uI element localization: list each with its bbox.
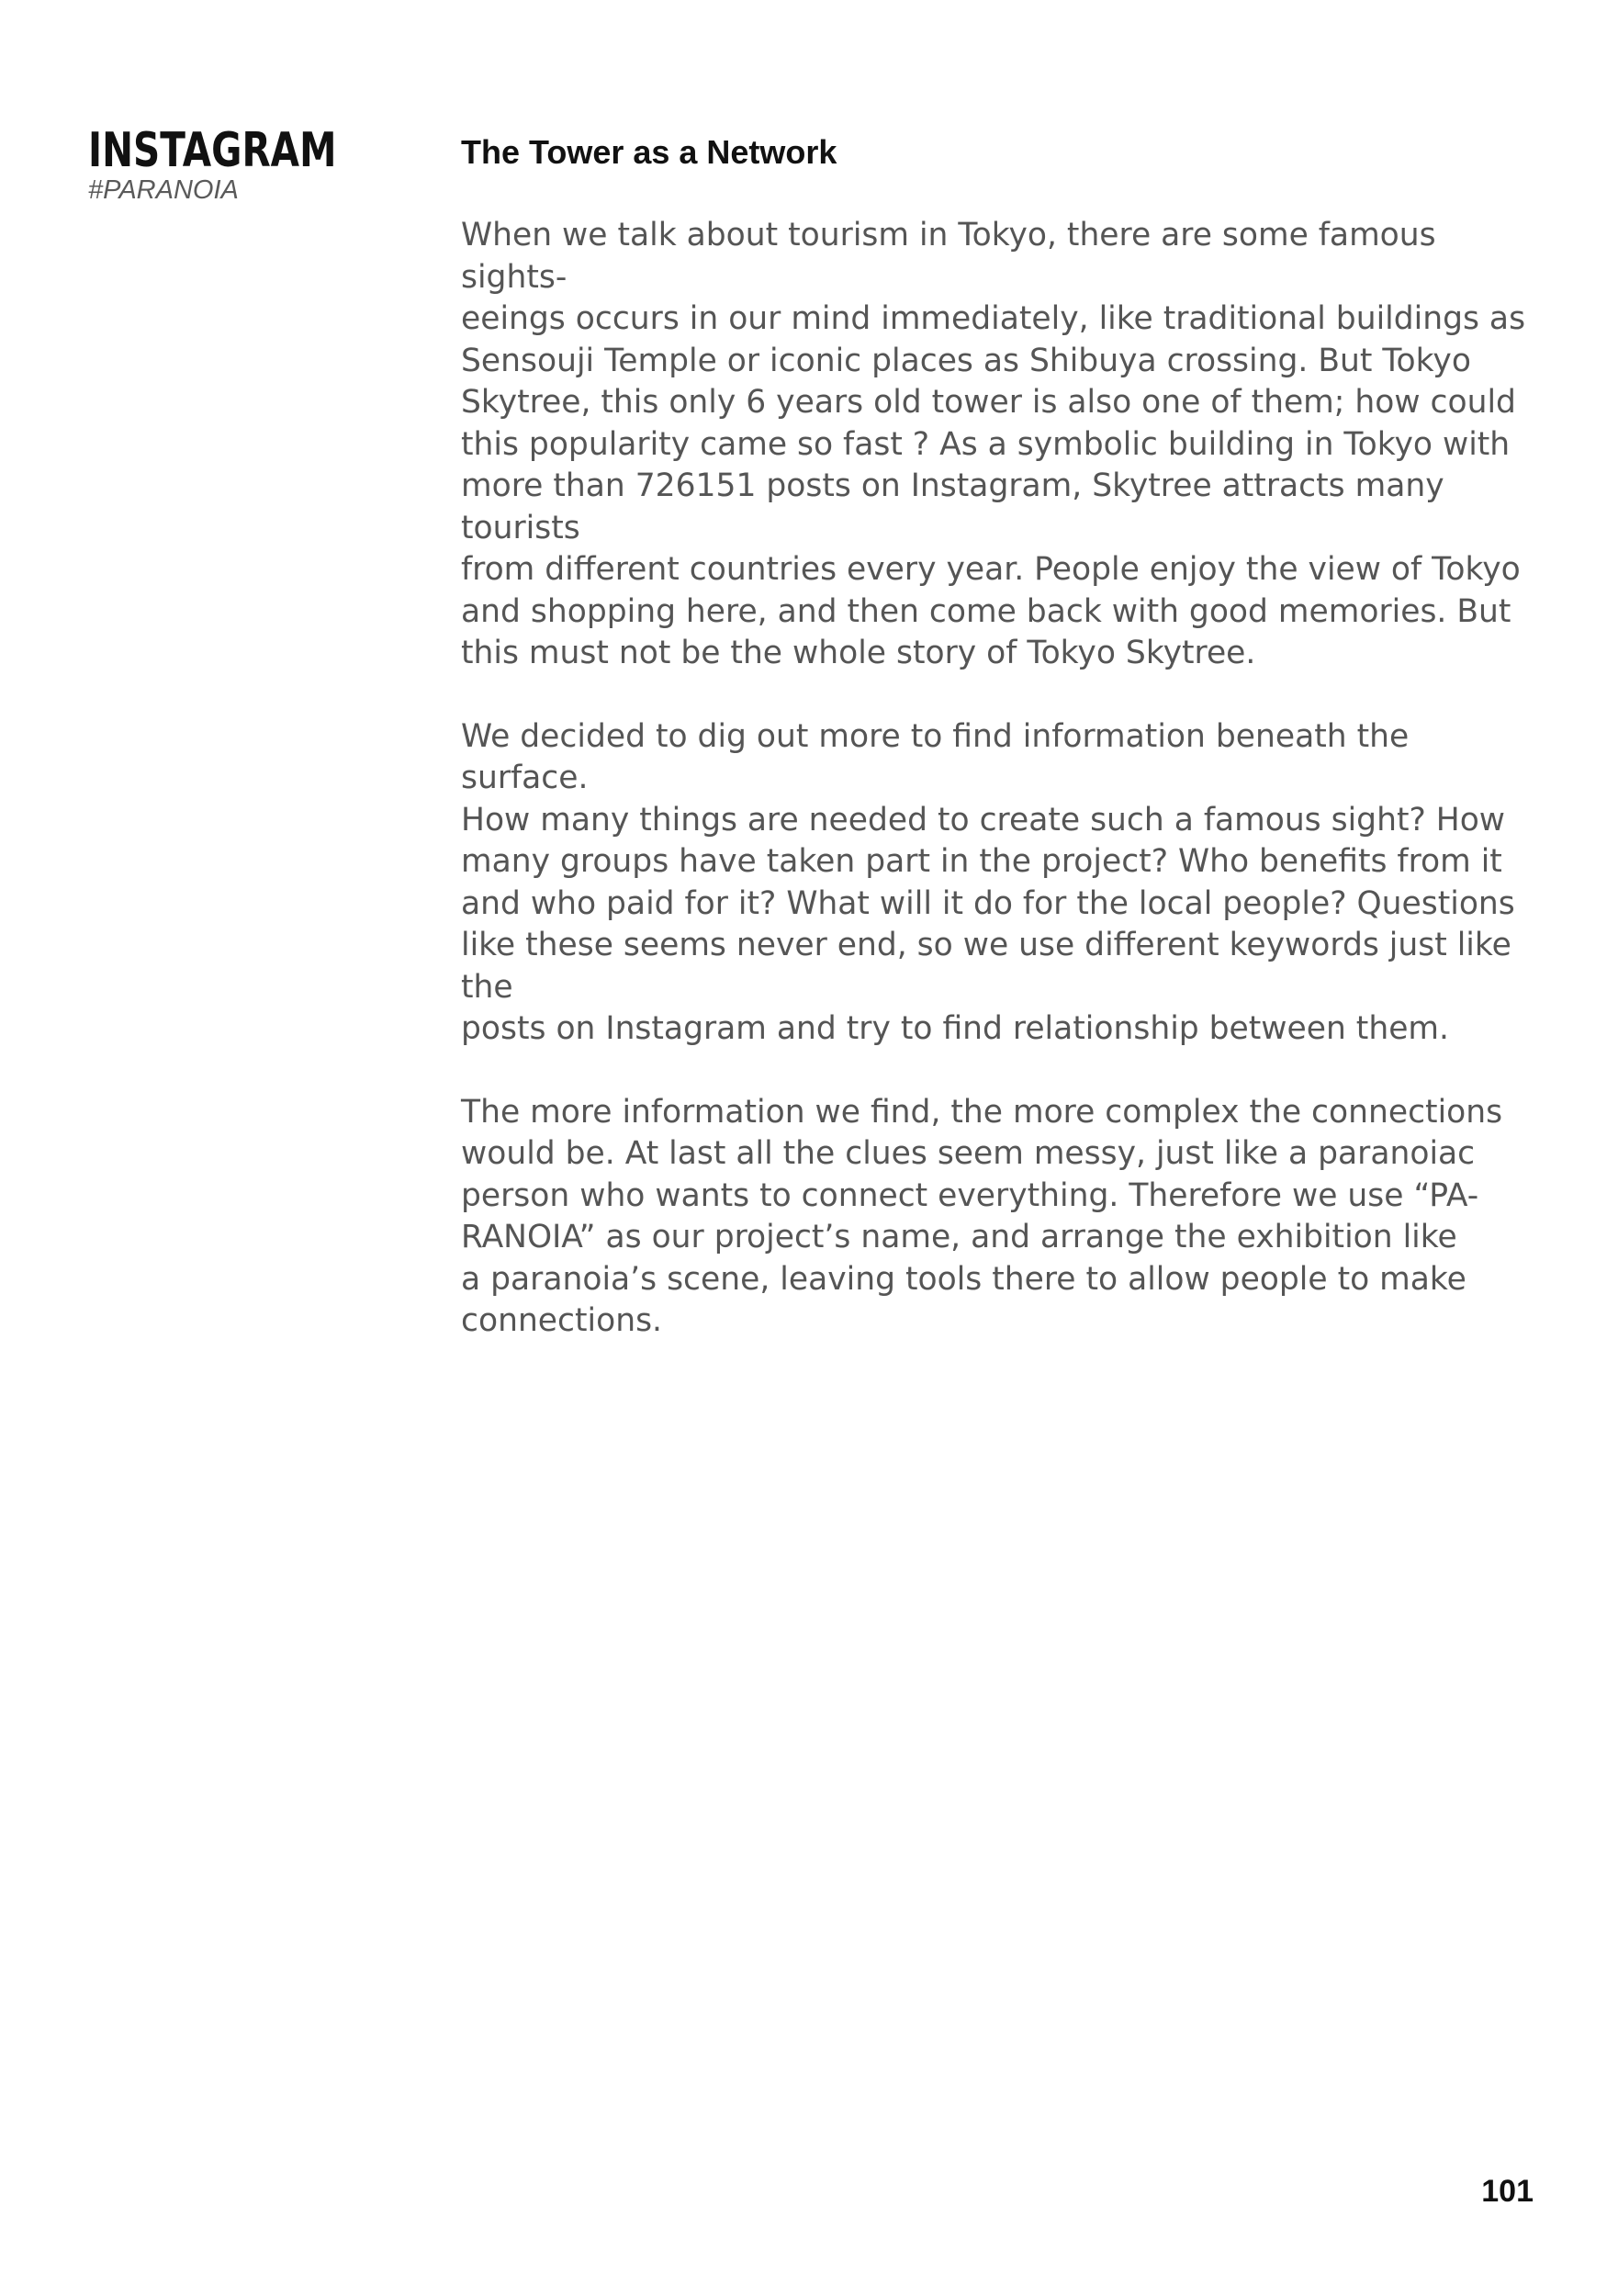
paragraph-3: The more information we find, the more complex the connections would be. At last all the clues seem messy, just like a paranoiac person who wants to connect everything. Therefore we use “PA- RANOIA” as our project’s name, and arrange the exhibition like a paranoia’s scene, leaving tools there to allow people to make connections. xyxy=(461,1093,1503,1339)
brand-title: INSTAGRAM xyxy=(88,123,337,178)
article xyxy=(461,132,1545,1384)
brand-hashtag: #PARANOIA xyxy=(88,175,239,205)
page-number: 101 xyxy=(1481,2174,1534,2209)
paragraph-2: We decided to dig out more to find information beneath the surface. How many things are needed to create such a famous sight? How many groups have taken part in the project? Who benefits from it and who paid for it? What will it do for the local people? Questions like these seems never end, so we use different keywords just like the posts on Instagram and try to find relationship between them. xyxy=(461,717,1515,1047)
section-heading: The Tower as a Network xyxy=(461,133,837,171)
brand-block xyxy=(88,125,382,206)
paragraph-1: When we talk about tourism in Tokyo, there are some famous sights- eeings occurs in our mind immediately, like traditional buildings as Sensouji Temple or iconic places as Shibuya crossing. But Tokyo Skytree, this only 6 years old tower is also one of them; how could this popularity came so fast ? As a symbolic building in Tokyo with more than 726151 posts on Instagram, Skytree attracts many tourists from different countries every year. People enjoy the view of Tokyo and shopping here, and then come back with good memories. But this must not be the whole story of Tokyo Skytree. xyxy=(461,217,1526,671)
